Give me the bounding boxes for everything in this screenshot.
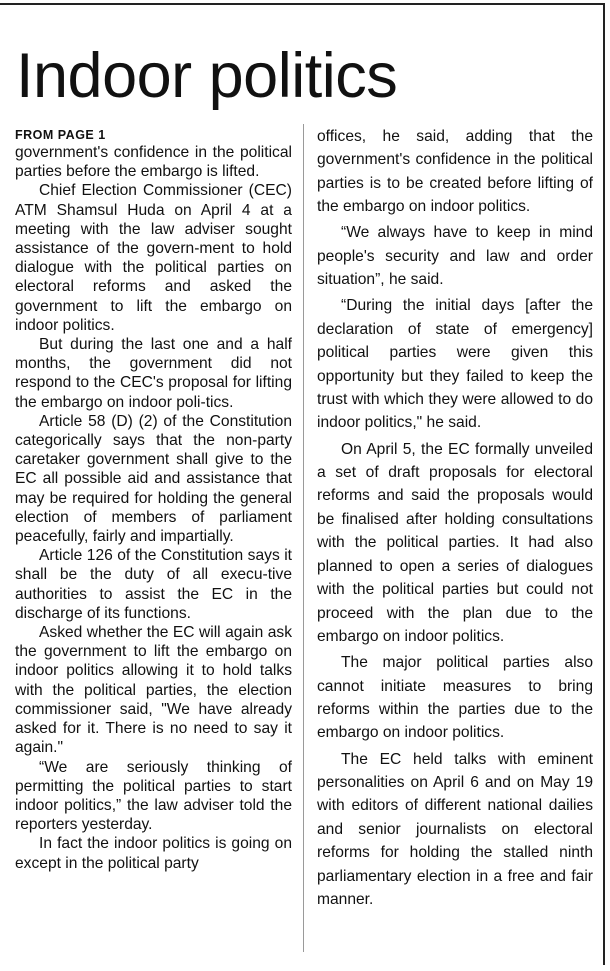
paragraph: “We always have to keep in mind people's security and law and order situation”, he said.	[317, 224, 593, 289]
paragraph: Article 126 of the Constitution says it shall be the duty of all execu-tive authorities to assist the EC in the discharge of its functions.	[15, 547, 292, 622]
column-divider	[303, 124, 304, 952]
kicker: FROM PAGE 1	[15, 128, 106, 142]
paragraph: But during the last one and a half months, the government did not respond to the CEC's proposal for lifting the embargo on indoor poli-tics.	[15, 336, 292, 411]
paragraph: Asked whether the EC will again ask the government to lift the embargo on indoor politics allowing it to hold talks with the political parties, the election commissioner said, "We have already asked for it. There is no need to say it again."	[15, 624, 292, 757]
paragraph: Chief Election Commissioner (CEC) ATM Shamsul Huda on April 4 at a meeting with the law adviser sought assistance of the govern-ment to hold dialogue with the political parties on electoral reforms and asked the government to lift the embargo on indoor politics.	[15, 182, 292, 334]
paragraph: “We are seriously thinking of permitting the political parties to start indoor politics,” the law adviser told the reporters yesterday.	[15, 758, 292, 834]
right-rule	[603, 3, 605, 965]
top-rule	[0, 3, 605, 5]
right-column	[317, 125, 593, 914]
paragraph: The major political parties also cannot initiate measures to bring reforms within the parties due to the embargo on indoor politics.	[317, 654, 593, 742]
paragraph: government's confidence in the political parties before the embargo is lifted.	[15, 144, 292, 181]
paragraph: The EC held talks with eminent personalities on April 6 and on May 19 with editors of different national dailies and senior journalists on electoral reforms for holding the stalled ninth parliamentary election in a free and fair manner.	[317, 750, 593, 908]
left-column	[15, 126, 292, 873]
paragraph: On April 5, the EC formally unveiled a set of draft proposals for electoral reforms and said the proposals would be finalised after holding consultations with the political parties. It had also planned to open a series of dialogues with the political parties but could not proceed with the plan due to the embargo on indoor politics.	[317, 440, 593, 645]
paragraph: Article 58 (D) (2) of the Constitution categorically says that the non-party caretaker government shall give to the EC all possible aid and assistance that may be required for holding the general election of members of parliament peacefully, fairly and impartially.	[15, 412, 292, 546]
paragraph: “During the initial days [after the declaration of state of emergency] political parties were given this opportunity but they failed to keep the trust with which they were allowed to do indoor politics," he said.	[317, 297, 593, 432]
headline: Indoor politics	[16, 41, 398, 111]
paragraph: In fact the indoor politics is going on except in the political party	[15, 835, 292, 872]
paragraph: offices, he said, adding that the government's confidence in the political parties is to be created before lifting of the embargo on indoor politics.	[317, 128, 593, 216]
